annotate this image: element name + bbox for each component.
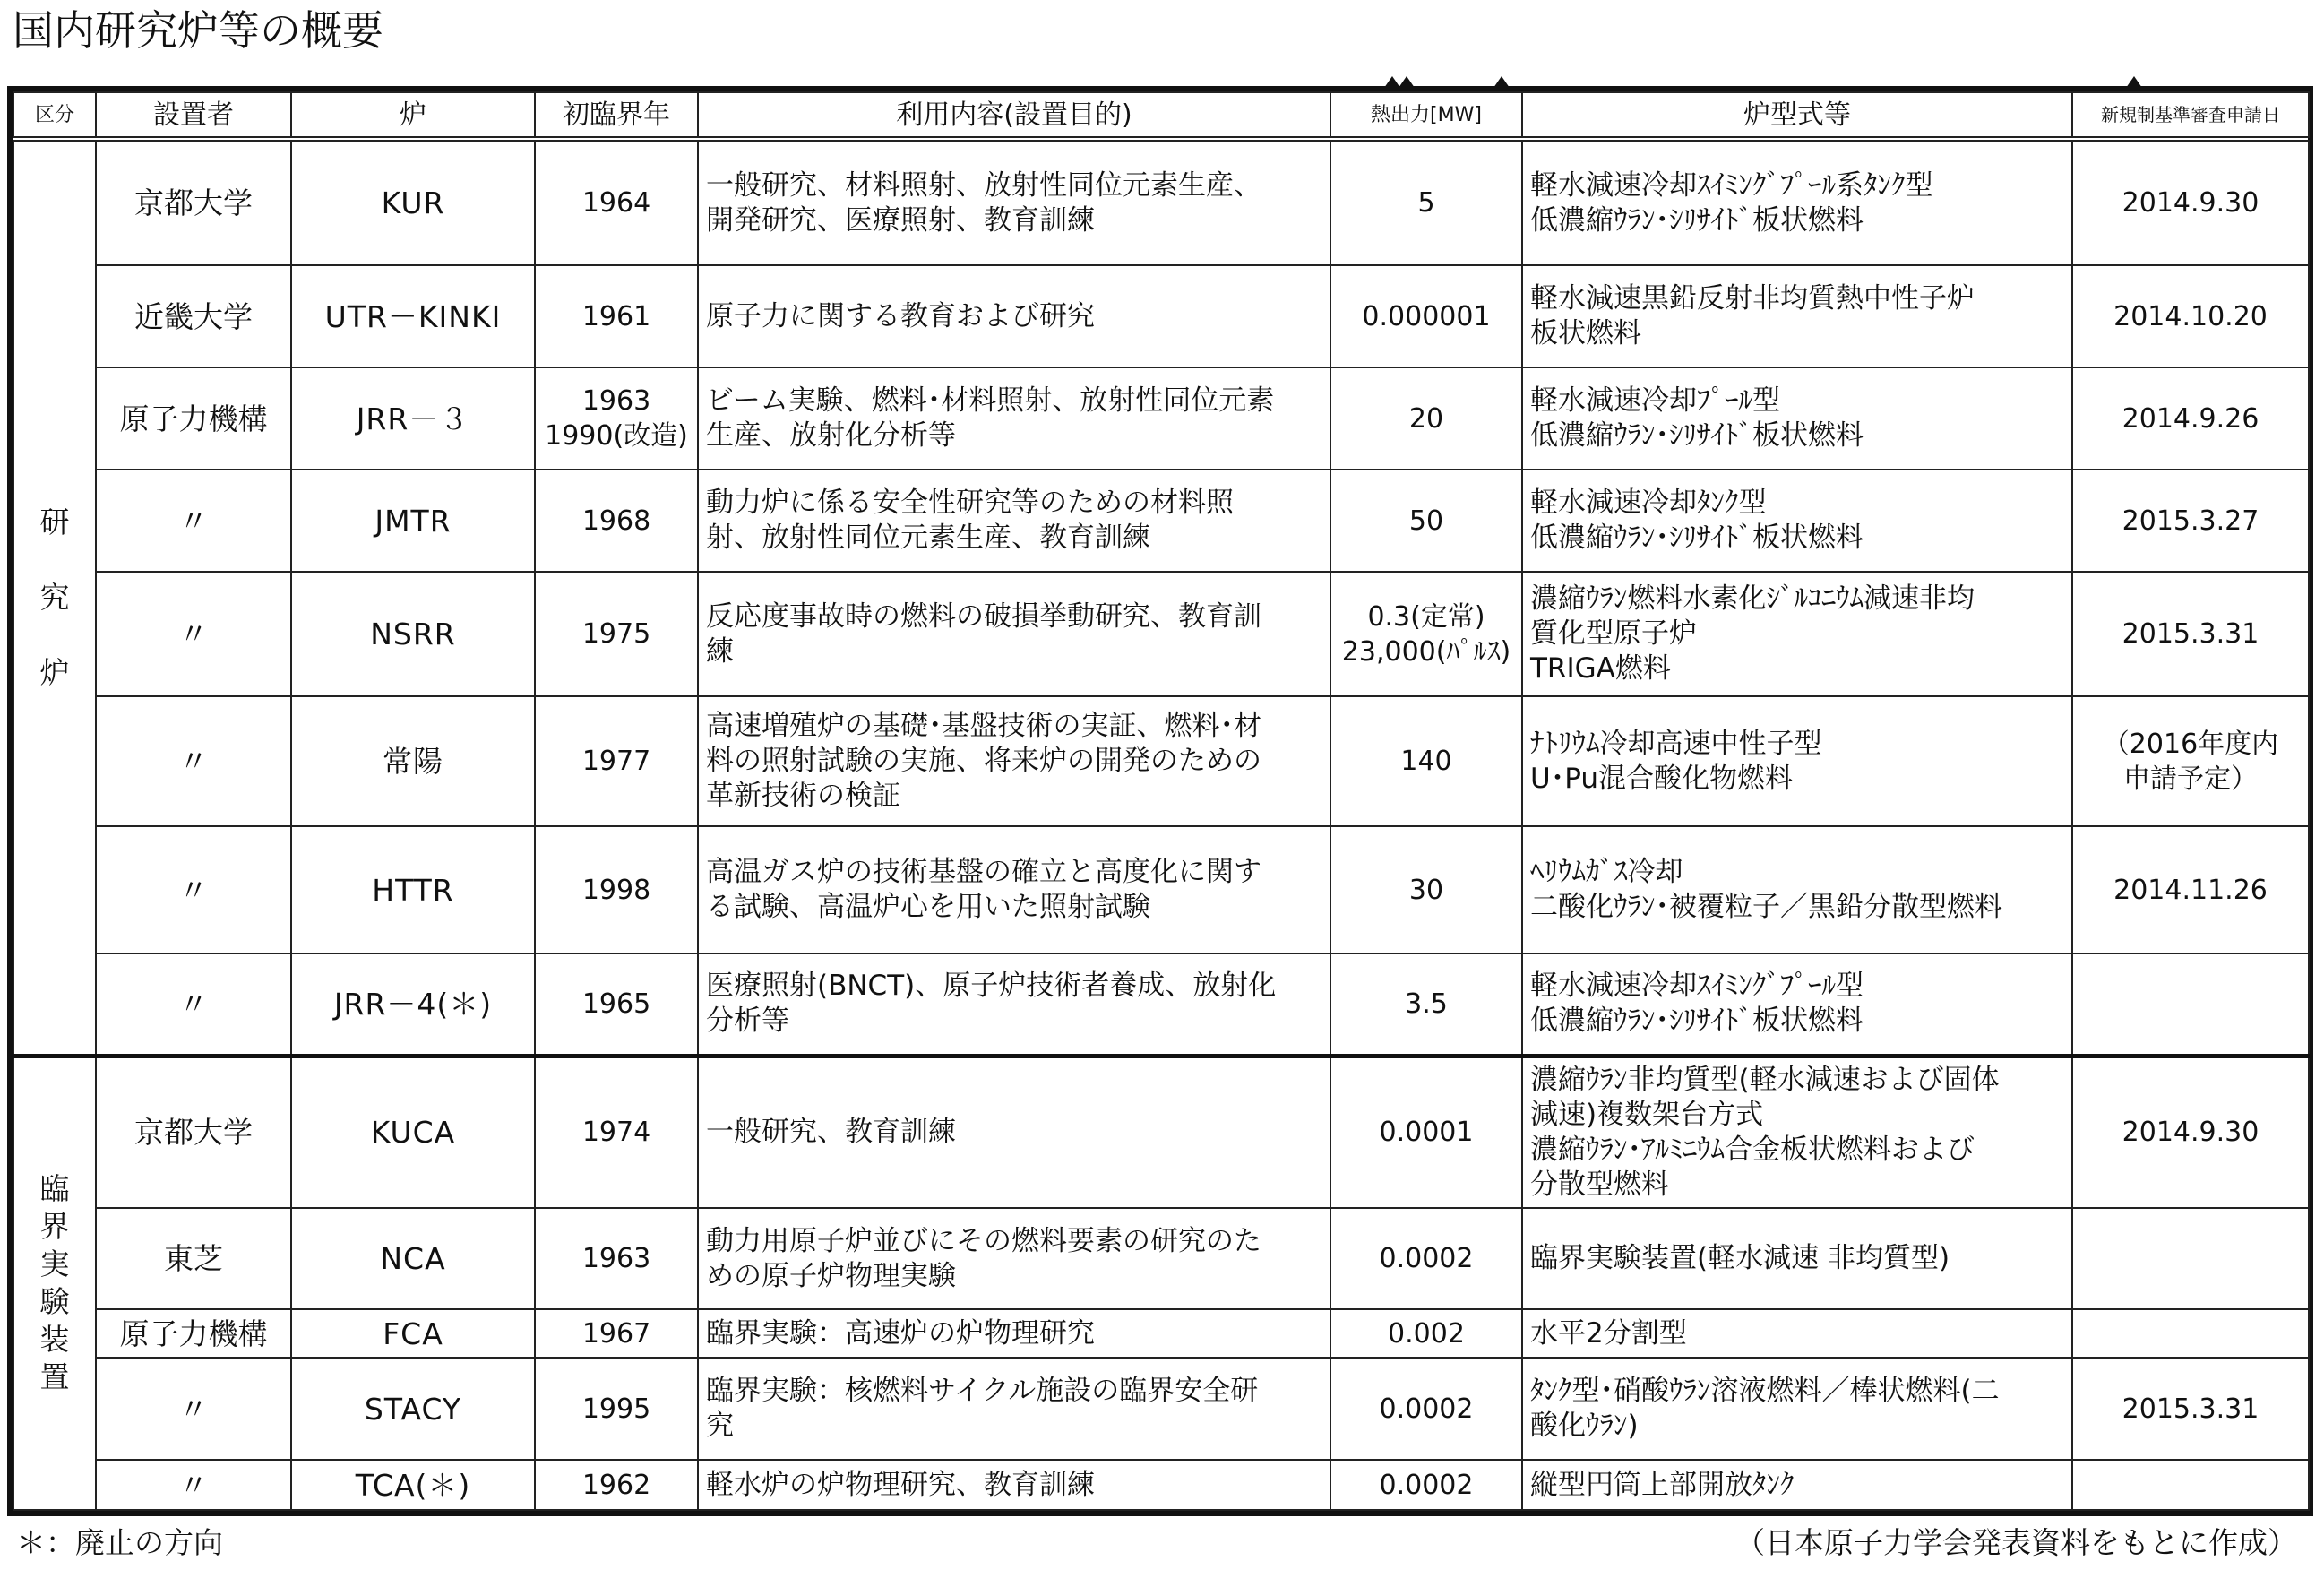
- cell-reactor-type: ﾍﾘｳﾑｶﾞｽ冷却 二酸化ｳﾗﾝ･被覆粒子／黒鉛分散型燃料: [1522, 826, 2072, 953]
- cell-first-critical: 1964: [535, 139, 698, 265]
- cell-application-date: 2014.11.26: [2072, 826, 2309, 953]
- header-reactor-type: 炉型式等: [1522, 92, 2072, 139]
- cell-reactor: NCA: [291, 1208, 535, 1309]
- cell-reactor-type: 軽水減速冷却ﾀﾝｸ型 低濃縮ｳﾗﾝ･ｼﾘｻｲﾄﾞ板状燃料: [1522, 470, 2072, 572]
- cell-operator: 〃: [96, 696, 291, 826]
- reactor-table-frame: [7, 86, 2313, 1516]
- cell-application-date: [2072, 1309, 2309, 1358]
- cell-operator: 〃: [96, 470, 291, 572]
- cell-operator: 原子力機構: [96, 367, 291, 470]
- cell-first-critical: 1995: [535, 1358, 698, 1460]
- cell-first-critical: 1963: [535, 1208, 698, 1309]
- header-purpose: 利用内容(設置目的): [698, 92, 1330, 139]
- cell-application-date: 2015.3.31: [2072, 1358, 2309, 1460]
- cell-operator: 〃: [96, 953, 291, 1056]
- table-row: [13, 826, 2309, 953]
- cell-application-date: 2014.9.26: [2072, 367, 2309, 470]
- cell-operator: 京都大学: [96, 1056, 291, 1208]
- cell-thermal-power: 140: [1330, 696, 1522, 826]
- cell-purpose: 高温ガス炉の技術基盤の確立と高度化に関す る試験、高温炉心を用いた照射試験: [698, 826, 1330, 953]
- cell-first-critical: 1974: [535, 1056, 698, 1208]
- cell-thermal-power: 30: [1330, 826, 1522, 953]
- cell-reactor-type: 軽水減速冷却ﾌﾟｰﾙ型 低濃縮ｳﾗﾝ･ｼﾘｻｲﾄﾞ板状燃料: [1522, 367, 2072, 470]
- cell-operator: 〃: [96, 1358, 291, 1460]
- category-research-reactors: [13, 139, 96, 1056]
- cell-operator: 近畿大学: [96, 265, 291, 367]
- cell-reactor: FCA: [291, 1309, 535, 1358]
- cell-purpose: 臨界実験：核燃料サイクル施設の臨界安全研 究: [698, 1358, 1330, 1460]
- source-note: （日本原子力学会発表資料をもとに作成）: [1735, 1525, 2297, 1560]
- cell-purpose: ビーム実験、燃料･材料照射、放射性同位元素 生産、放射化分析等: [698, 367, 1330, 470]
- cell-application-date: [2072, 1208, 2309, 1309]
- cell-operator: 〃: [96, 572, 291, 696]
- cell-first-critical: 1963 1990(改造): [535, 367, 698, 470]
- cell-reactor: TCA(＊): [291, 1460, 535, 1510]
- cell-purpose: 動力炉に係る安全性研究等のための材料照 射、放射性同位元素生産、教育訓練: [698, 470, 1330, 572]
- table-row: [13, 696, 2309, 826]
- table-row: [13, 1358, 2309, 1460]
- cell-first-critical: 1968: [535, 470, 698, 572]
- cell-purpose: 反応度事故時の燃料の破損挙動研究、教育訓 練: [698, 572, 1330, 696]
- cell-reactor: JRR－4(＊): [291, 953, 535, 1056]
- cell-first-critical: 1998: [535, 826, 698, 953]
- header-thermal-power: 熱出力[MW]: [1330, 92, 1522, 139]
- table-row: [13, 1056, 2309, 1208]
- cell-operator: 京都大学: [96, 139, 291, 265]
- cell-first-critical: 1975: [535, 572, 698, 696]
- reactor-table: [13, 91, 2310, 1511]
- cell-thermal-power: 50: [1330, 470, 1522, 572]
- cell-purpose: 一般研究、材料照射、放射性同位元素生産、 開発研究、医療照射、教育訓練: [698, 139, 1330, 265]
- page-title: 国内研究炉等の概要: [13, 6, 383, 55]
- category-critical-assemblies: [13, 1056, 96, 1510]
- cell-thermal-power: 3.5: [1330, 953, 1522, 1056]
- table-row: [13, 367, 2309, 470]
- cell-reactor-type: 縦型円筒上部開放ﾀﾝｸ: [1522, 1460, 2072, 1510]
- cell-application-date: 2015.3.31: [2072, 572, 2309, 696]
- cell-application-date: 2014.10.20: [2072, 265, 2309, 367]
- table-row: [13, 470, 2309, 572]
- table-row: [13, 1208, 2309, 1309]
- cell-application-date: 2014.9.30: [2072, 1056, 2309, 1208]
- cell-first-critical: 1965: [535, 953, 698, 1056]
- cell-thermal-power: 0.000001: [1330, 265, 1522, 367]
- cell-purpose: 医療照射(BNCT)、原子炉技術者養成、放射化 分析等: [698, 953, 1330, 1056]
- cell-reactor: JRR－３: [291, 367, 535, 470]
- category-label: 研究炉: [39, 504, 70, 690]
- cell-purpose: 高速増殖炉の基礎･基盤技術の実証、燃料･材 料の照射試験の実施、将来炉の開発のための 革新技術の検証: [698, 696, 1330, 826]
- cell-reactor-type: 臨界実験装置(軽水減速 非均質型): [1522, 1208, 2072, 1309]
- cell-first-critical: 1961: [535, 265, 698, 367]
- cell-operator: 〃: [96, 826, 291, 953]
- header-operator: 設置者: [96, 92, 291, 139]
- cell-reactor-type: 水平2分割型: [1522, 1309, 2072, 1358]
- table-row: [13, 572, 2309, 696]
- cell-thermal-power: 0.0002: [1330, 1460, 1522, 1510]
- header-application-date: 新規制基準審査申請日: [2072, 92, 2309, 139]
- cell-operator: 〃: [96, 1460, 291, 1510]
- cell-reactor-type: 軽水減速冷却ｽｲﾐﾝｸﾞﾌﾟｰﾙ型 低濃縮ｳﾗﾝ･ｼﾘｻｲﾄﾞ板状燃料: [1522, 953, 2072, 1056]
- cell-operator: 東芝: [96, 1208, 291, 1309]
- cell-thermal-power: 5: [1330, 139, 1522, 265]
- cell-thermal-power: 0.0002: [1330, 1208, 1522, 1309]
- table-row: [13, 953, 2309, 1056]
- cell-application-date: 2015.3.27: [2072, 470, 2309, 572]
- cell-reactor: KUR: [291, 139, 535, 265]
- cell-application-date: [2072, 953, 2309, 1056]
- cell-purpose: 臨界実験：高速炉の炉物理研究: [698, 1309, 1330, 1358]
- cell-reactor: UTR－KINKI: [291, 265, 535, 367]
- cell-reactor: STACY: [291, 1358, 535, 1460]
- header-first-critical: 初臨界年: [535, 92, 698, 139]
- cell-reactor-type: 濃縮ｳﾗﾝ非均質型(軽水減速および固体 減速)複数架台方式 濃縮ｳﾗﾝ･ｱﾙﾐﾆｳﾑ合金板状燃料および 分散型燃料: [1522, 1056, 2072, 1208]
- cell-reactor-type: 軽水減速黒鉛反射非均質熱中性子炉 板状燃料: [1522, 265, 2072, 367]
- cell-reactor-type: ﾀﾝｸ型･硝酸ｳﾗﾝ溶液燃料／棒状燃料(二 酸化ｳﾗﾝ): [1522, 1358, 2072, 1460]
- table-row: [13, 139, 2309, 265]
- header-row: [13, 92, 2309, 139]
- table-row: [13, 265, 2309, 367]
- cell-reactor: KUCA: [291, 1056, 535, 1208]
- cell-purpose: 動力用原子炉並びにその燃料要素の研究のた めの原子炉物理実験: [698, 1208, 1330, 1309]
- header-reactor: 炉: [291, 92, 535, 139]
- cell-purpose: 軽水炉の炉物理研究、教育訓練: [698, 1460, 1330, 1510]
- cell-first-critical: 1962: [535, 1460, 698, 1510]
- cell-thermal-power: 0.002: [1330, 1309, 1522, 1358]
- cell-application-date: [2072, 1460, 2309, 1510]
- cell-purpose: 原子力に関する教育および研究: [698, 265, 1330, 367]
- cell-thermal-power: 20: [1330, 367, 1522, 470]
- cell-reactor: NSRR: [291, 572, 535, 696]
- table-row: [13, 1309, 2309, 1358]
- cell-reactor: 常陽: [291, 696, 535, 826]
- cell-reactor-type: 軽水減速冷却ｽｲﾐﾝｸﾞﾌﾟｰﾙ系ﾀﾝｸ型 低濃縮ｳﾗﾝ･ｼﾘｻｲﾄﾞ板状燃料: [1522, 139, 2072, 265]
- header-category: 区分: [13, 92, 96, 139]
- footnote: ＊：廃止の方向: [16, 1525, 223, 1560]
- cell-thermal-power: 0.0002: [1330, 1358, 1522, 1460]
- category-label: 臨界実験装置: [39, 1171, 70, 1395]
- cell-first-critical: 1977: [535, 696, 698, 826]
- cell-application-date: （2016年度内 申請予定）: [2072, 696, 2309, 826]
- cell-application-date: 2014.9.30: [2072, 139, 2309, 265]
- cell-purpose: 一般研究、教育訓練: [698, 1056, 1330, 1208]
- cell-first-critical: 1967: [535, 1309, 698, 1358]
- cell-reactor-type: ﾅﾄﾘｳﾑ冷却高速中性子型 U･Pu混合酸化物燃料: [1522, 696, 2072, 826]
- cell-thermal-power: 0.3(定常) 23,000(ﾊﾟﾙｽ): [1330, 572, 1522, 696]
- cell-operator: 原子力機構: [96, 1309, 291, 1358]
- table-row: [13, 1460, 2309, 1510]
- cell-reactor-type: 濃縮ｳﾗﾝ燃料水素化ｼﾞﾙｺﾆｳﾑ減速非均 質化型原子炉 TRIGA燃料: [1522, 572, 2072, 696]
- cell-thermal-power: 0.0001: [1330, 1056, 1522, 1208]
- cell-reactor: JMTR: [291, 470, 535, 572]
- cell-reactor: HTTR: [291, 826, 535, 953]
